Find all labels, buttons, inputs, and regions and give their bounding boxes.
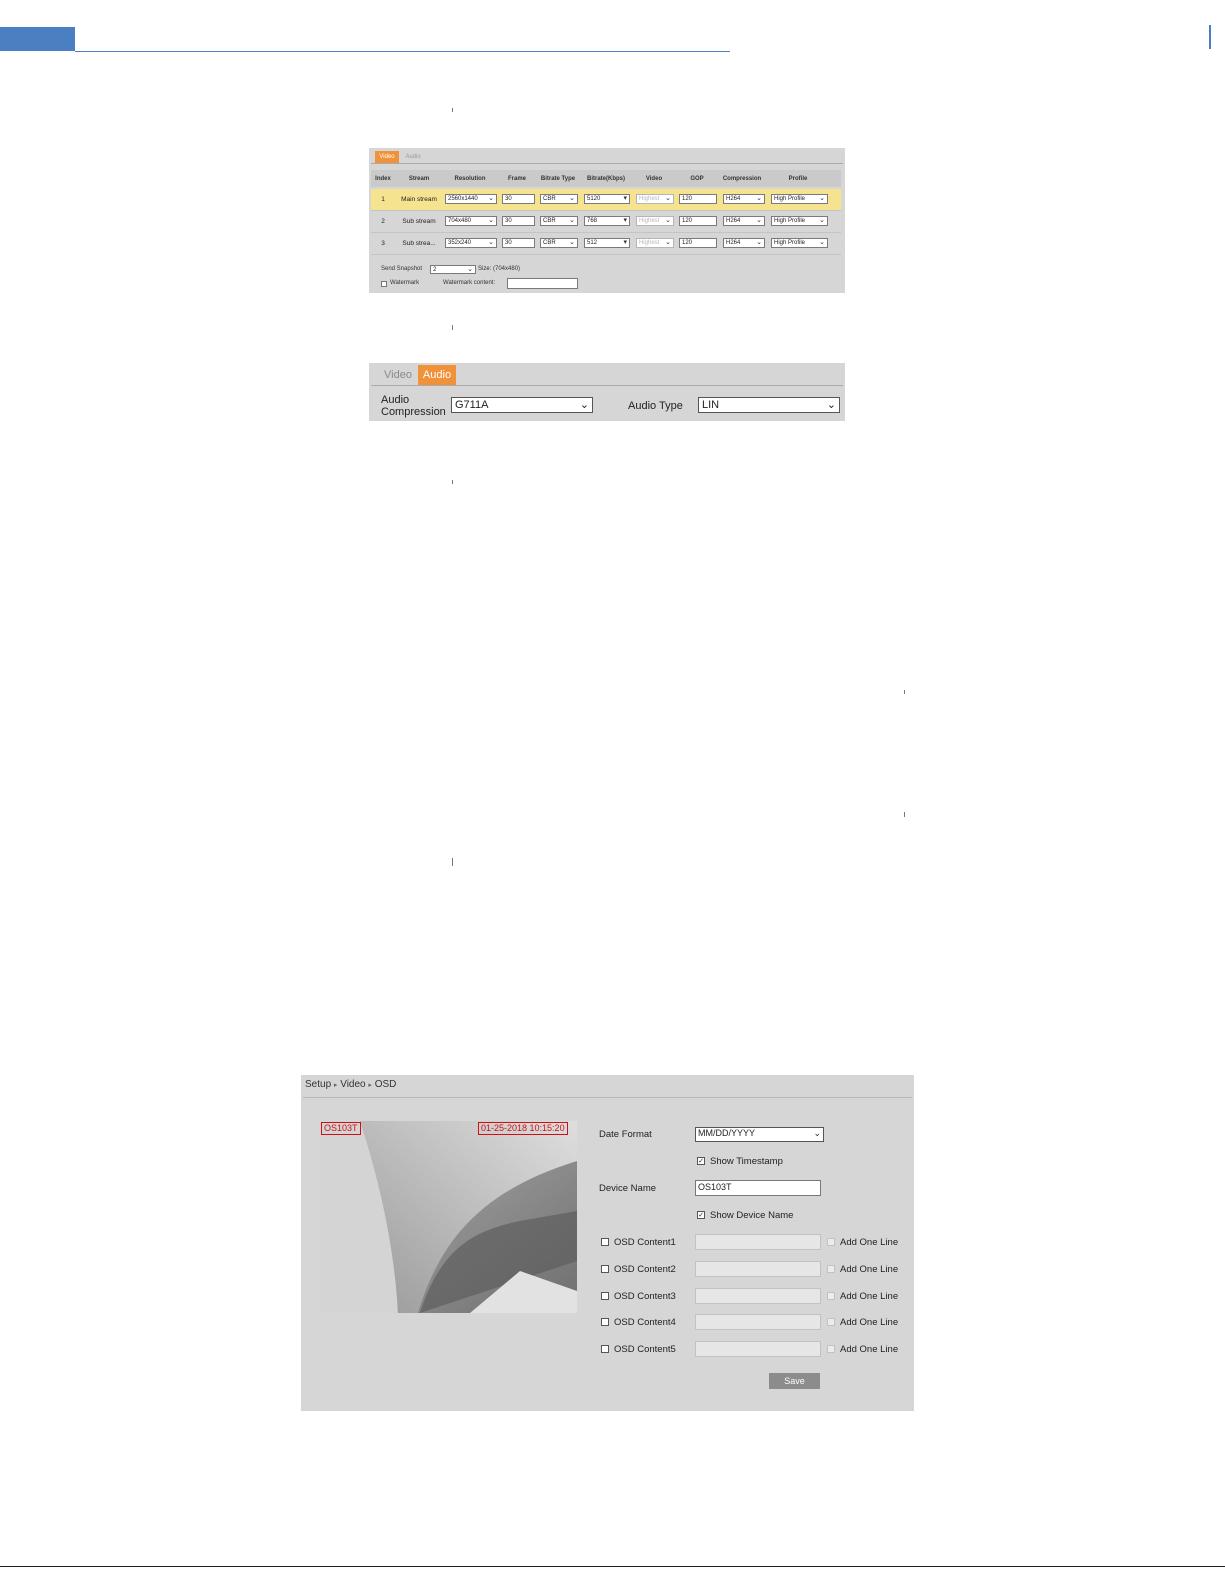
osd-content3-label: OSD Content3	[614, 1291, 676, 1302]
tab-divider	[371, 163, 843, 164]
breadcrumb	[305, 1079, 396, 1090]
chevron-down-icon: ⌄	[756, 195, 762, 202]
breadcrumb-separator-icon: ▸	[333, 1082, 338, 1089]
breadcrumb-divider	[303, 1097, 912, 1098]
preview-timestamp-overlay[interactable]: 01-25-2018 10:15:20	[478, 1122, 568, 1135]
profile-select[interactable]: High Profile ⌄	[771, 238, 828, 248]
breadcrumb-item[interactable]: Setup	[305, 1079, 332, 1090]
stray-mark	[904, 812, 905, 817]
table-row[interactable]	[371, 211, 841, 232]
breadcrumb-separator-icon: ▸	[368, 1082, 372, 1089]
chevron-down-icon: ⌄	[467, 266, 473, 273]
device-name-label: Device Name	[599, 1183, 657, 1194]
stray-mark	[452, 325, 453, 330]
chevron-down-icon: ⌄	[665, 195, 671, 202]
watermark-content-input[interactable]	[507, 278, 578, 289]
chevron-down-icon: ⌄	[665, 239, 671, 246]
table-row[interactable]	[371, 233, 841, 254]
add-one-line1-label: Add One Line	[840, 1237, 899, 1248]
table-row[interactable]	[371, 189, 841, 210]
column-header-gop: GOP	[690, 176, 704, 182]
add-one-line5-label: Add One Line	[840, 1344, 899, 1355]
add-one-line3-label: Add One Line	[840, 1291, 899, 1302]
breadcrumb-item: OSD	[374, 1079, 397, 1090]
header-edge-mark	[1209, 25, 1211, 49]
row-index: 1	[381, 196, 385, 203]
date-format-select[interactable]: MM/DD/YYYY ⌄	[695, 1127, 824, 1142]
preview-device-name-overlay[interactable]: OS103T	[321, 1122, 361, 1135]
tab-video[interactable]: Video	[375, 151, 399, 163]
watermark-content-label: Watermark content:	[443, 280, 496, 286]
breadcrumb-item[interactable]: Video	[340, 1079, 366, 1090]
chevron-down-icon: ▾	[623, 195, 627, 202]
chevron-down-icon: ⌄	[819, 217, 825, 224]
header-rule	[75, 51, 730, 52]
send-snapshot-label: Send Snapshot	[381, 266, 423, 272]
chevron-down-icon: ⌄	[813, 1128, 821, 1138]
compression-select[interactable]: H264 ⌄	[723, 216, 765, 226]
add-one-line4-label: Add One Line	[840, 1317, 899, 1328]
osd-content5-checkbox[interactable]	[601, 1345, 609, 1353]
watermark-checkbox[interactable]	[381, 281, 387, 287]
stray-mark	[452, 858, 453, 866]
add-one-line2-checkbox	[827, 1265, 835, 1273]
chevron-down-icon: ⌄	[826, 399, 836, 411]
date-format-label: Date Format	[599, 1129, 652, 1140]
row-index: 2	[381, 218, 385, 225]
chevron-down-icon: ⌄	[488, 239, 494, 246]
row-index: 3	[381, 240, 385, 247]
osd-content2-input	[695, 1261, 821, 1277]
chevron-down-icon: ▾	[623, 239, 627, 246]
show-timestamp-label: Show Timestamp	[710, 1156, 783, 1167]
show-timestamp-checkbox[interactable]: ✓	[698, 1158, 704, 1165]
compression-select[interactable]: H264 ⌄	[723, 238, 765, 248]
column-header-bitrate-type: Bitrate Type	[540, 176, 576, 182]
osd-content4-checkbox[interactable]	[601, 1318, 609, 1326]
chevron-down-icon: ⌄	[819, 195, 825, 202]
osd-content2-label: OSD Content2	[614, 1264, 676, 1275]
show-device-name-checkbox[interactable]: ✓	[698, 1212, 704, 1219]
osd-content3-checkbox[interactable]	[601, 1292, 609, 1300]
video-quality-select: Highest ⌄	[636, 216, 674, 226]
video-quality-select: Highest ⌄	[636, 238, 674, 248]
gop-input[interactable]: 120	[679, 216, 717, 226]
footer-rule	[0, 1566, 1225, 1567]
bitrate-type-select[interactable]: CBR ⌄	[540, 238, 578, 248]
chevron-down-icon: ⌄	[756, 239, 762, 246]
osd-content1-label: OSD Content1	[614, 1237, 676, 1248]
audio-settings-screenshot	[369, 363, 845, 421]
bitrate-combo[interactable]: 5120 ▾	[584, 194, 630, 204]
chevron-down-icon: ⌄	[665, 217, 671, 224]
add-one-line4-checkbox	[827, 1318, 835, 1326]
resolution-select[interactable]: 2560x1440 ⌄	[445, 194, 497, 204]
column-header-resolution: Resolution	[454, 176, 486, 182]
row-stream: Main stream	[401, 196, 437, 203]
osd-content3-input	[695, 1288, 821, 1304]
gop-input[interactable]: 120	[679, 194, 717, 204]
device-name-input[interactable]: OS103T	[695, 1180, 821, 1196]
chevron-down-icon: ⌄	[569, 195, 575, 202]
column-header-profile: Profile	[788, 176, 808, 182]
row-stream: Sub stream	[402, 218, 436, 225]
row-stream: Sub strea...	[402, 240, 436, 247]
chevron-down-icon: ⌄	[488, 195, 494, 202]
osd-content1-input	[695, 1234, 821, 1250]
bitrate-combo[interactable]: 768 ▾	[584, 216, 630, 226]
bitrate-combo[interactable]: 512 ▾	[584, 238, 630, 248]
watermark-label: Watermark	[390, 280, 420, 286]
audio-type-label: Audio Type	[628, 400, 683, 412]
video-quality-select: Highest ⌄	[636, 194, 674, 204]
video-preview	[320, 1121, 577, 1313]
osd-settings-screenshot	[301, 1075, 914, 1411]
snapshot-size: Size: (704x480)	[478, 266, 521, 272]
stray-mark	[452, 480, 453, 484]
column-header-video: Video	[645, 176, 663, 182]
frame-input[interactable]: 30	[502, 194, 535, 204]
tab-video[interactable]: Video	[384, 369, 412, 381]
add-one-line2-label: Add One Line	[840, 1264, 899, 1275]
audio-compression-label: Audio Compression	[381, 394, 446, 418]
audio-compression-select[interactable]: G711A ⌄	[451, 397, 593, 413]
row-divider	[371, 254, 841, 255]
column-header-index: Index	[375, 176, 391, 182]
tab-audio[interactable]: Audio	[418, 365, 456, 385]
chevron-down-icon: ⌄	[569, 217, 575, 224]
osd-content1-checkbox[interactable]	[601, 1238, 609, 1246]
audio-type-select[interactable]: LIN ⌄	[698, 397, 840, 413]
header-accent-block	[0, 27, 75, 51]
chevron-down-icon: ⌄	[819, 239, 825, 246]
gop-input[interactable]: 120	[679, 238, 717, 248]
send-snapshot-select[interactable]: 2 ⌄	[430, 265, 476, 274]
column-header-bitrate: Bitrate(Kbps)	[586, 176, 625, 182]
column-header-frame: Frame	[507, 176, 526, 182]
osd-content5-input	[695, 1341, 821, 1357]
osd-content4-label: OSD Content4	[614, 1317, 676, 1328]
frame-input[interactable]: 30	[502, 238, 535, 248]
chevron-down-icon: ⌄	[488, 217, 494, 224]
save-button[interactable]: Save	[769, 1373, 820, 1389]
add-one-line1-checkbox	[827, 1238, 835, 1246]
osd-content4-input	[695, 1314, 821, 1330]
add-one-line3-checkbox	[827, 1292, 835, 1300]
bitrate-type-select[interactable]: CBR ⌄	[540, 194, 578, 204]
stray-mark	[452, 108, 453, 112]
compression-select[interactable]: H264 ⌄	[723, 194, 765, 204]
column-header-compression: Compression	[722, 176, 762, 182]
resolution-select[interactable]: 704x480 ⌄	[445, 216, 497, 226]
preview-image	[320, 1121, 577, 1313]
chevron-down-icon: ⌄	[579, 399, 589, 411]
profile-select[interactable]: High Profile ⌄	[771, 194, 828, 204]
frame-input[interactable]: 30	[502, 216, 535, 226]
video-settings-screenshot	[369, 148, 845, 293]
tab-divider	[371, 385, 843, 386]
chevron-down-icon: ⌄	[569, 239, 575, 246]
chevron-down-icon: ▾	[623, 217, 627, 224]
chevron-down-icon: ⌄	[756, 217, 762, 224]
column-header-stream: Stream	[408, 176, 430, 182]
add-one-line5-checkbox	[827, 1345, 835, 1353]
resolution-select[interactable]: 352x240 ⌄	[445, 238, 497, 248]
stray-mark	[904, 690, 905, 694]
tab-audio[interactable]: Audio	[405, 154, 421, 160]
osd-content5-label: OSD Content5	[614, 1344, 676, 1355]
bitrate-type-select[interactable]: CBR ⌄	[540, 216, 578, 226]
profile-select[interactable]: High Profile ⌄	[771, 216, 828, 226]
show-device-name-label: Show Device Name	[710, 1210, 794, 1221]
osd-content2-checkbox[interactable]	[601, 1265, 609, 1273]
